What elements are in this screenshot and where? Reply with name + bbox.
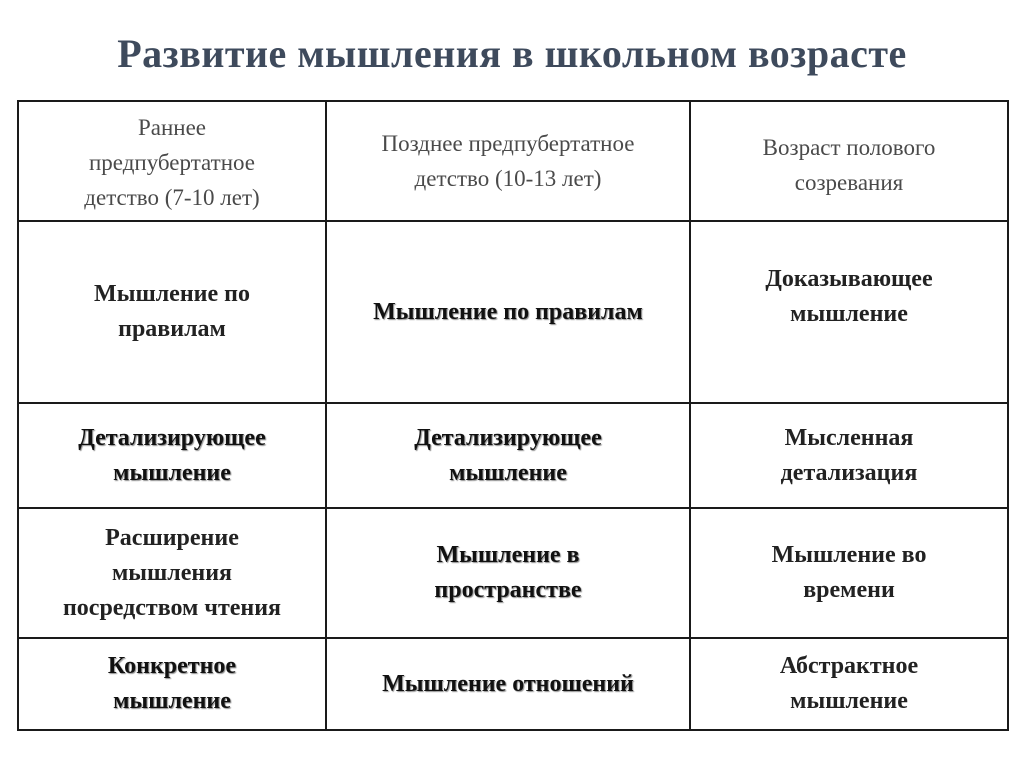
table-cell <box>326 508 690 638</box>
table-row <box>18 508 1008 638</box>
table-row <box>18 403 1008 508</box>
cell-text: Мышление в пространстве <box>434 542 582 603</box>
page-title: Развитие мышления в школьном возрасте <box>117 31 907 76</box>
table-cell <box>326 221 690 403</box>
cell-text: Мышление по правилам <box>94 281 250 342</box>
column-header-label: Раннее предпубертатное детство (7-10 лет) <box>84 115 260 210</box>
cell-text: Детализирующее мышление <box>78 424 266 486</box>
cell-text: Расширение мышления посредством чтения <box>62 524 282 621</box>
cell-text: Доказывающее мышление <box>765 266 933 327</box>
table-cell <box>18 221 326 403</box>
column-header-label: Возраст полового созревания <box>762 135 936 195</box>
table-cell <box>690 508 1008 638</box>
cell-text: Мышление во времени <box>771 542 927 603</box>
table-cell <box>690 221 1008 403</box>
cell-text: Мышление отношений <box>382 670 634 697</box>
thinking-development-table <box>17 100 1009 731</box>
table-cell <box>18 638 326 730</box>
table-header-row <box>18 101 1008 221</box>
table-cell <box>690 638 1008 730</box>
column-header-label: Позднее предпубертатное детство (10-13 лет) <box>381 131 635 191</box>
cell-text: Мышление по правилам <box>373 298 643 325</box>
cell-text: Детализирующее мышление <box>414 424 602 486</box>
cell-text: Конкретное мышление <box>107 653 237 714</box>
table-cell <box>18 403 326 508</box>
column-header-late-prepubertal <box>326 101 690 221</box>
cell-text: Мысленная детализация <box>780 424 918 486</box>
cell-text: Абстрактное мышление <box>779 653 919 714</box>
table-cell <box>326 403 690 508</box>
table-cell <box>326 638 690 730</box>
table-cell <box>690 403 1008 508</box>
table-row <box>18 638 1008 730</box>
column-header-early-prepubertal <box>18 101 326 221</box>
column-header-puberty <box>690 101 1008 221</box>
table-cell <box>18 508 326 638</box>
table-row <box>18 221 1008 403</box>
